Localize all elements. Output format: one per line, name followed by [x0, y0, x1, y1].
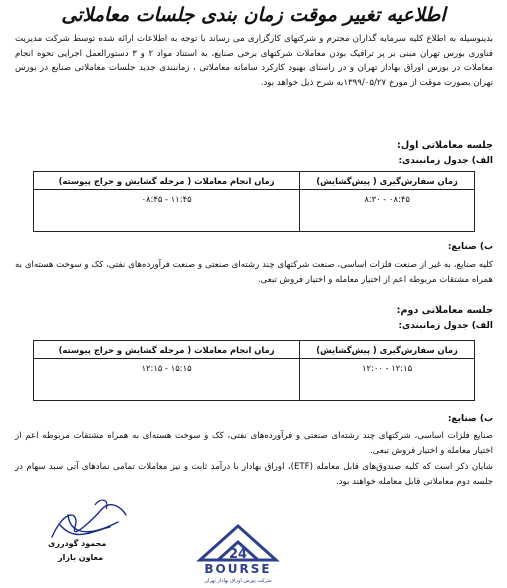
order-time-header: زمان سفارش‌گیری ( پیش‌گشایش) [300, 341, 475, 359]
trade-time-header: زمان انجام معاملات ( مرحله گشایش و حراج پیوسته) [34, 172, 300, 190]
signer-name: محمود گودرزی [48, 539, 107, 548]
session2-heading: جلسه معاملاتی دوم: [396, 305, 493, 316]
session1-schedule-table [33, 171, 475, 232]
tse-logo [188, 520, 288, 584]
session1-industries-text: کلیه صنایع، به غیر از صنعت فلزات اساسی، صنعت شرکتهای چند رشته‌ای صنعتی و صنعت فرآورده‌های نفتی، کک و سوخت هسته‌ای به همراه مشتقات مربوطه اعم از اختیار معامله و اختیار فروش تبعی. [15, 260, 493, 285]
session1-schedule-label: الف) جدول زمانبندی: [398, 156, 493, 166]
intro-paragraph: بدینوسیله به اطلاع کلیه سرمایه گذاران محترم و شرکتهای کارگزاری می رساند با توجه به اطلاعات ارائه شده توسط شرکت مدیریت فناوری بورس تهران مبنی بر پر ترافیک بودن معاملات شرکتهای برخی صنایع، به استناد مواد ۲ و ۳ دستورالعمل اجرایی نحوه انجام معاملات در بورس اوراق بهادار تهران و در راستای بهبود کارکرد سامانه معاملاتی ، زمانبندی جدید جلسات معاملاتی صنایع در بورس تهران بصورت موقت از مورخ ۱۳۹۹/۰۵/۲۷به شرح ذیل خواهد بود. [15, 34, 493, 88]
order-time-value: ۰۸:۴۵ - ۸:۳۰ [300, 190, 475, 232]
table-row [34, 190, 475, 232]
logo-wordmark: BOURSE [204, 562, 272, 576]
announcement-title: اطلاعیه تغییر موقت زمان بندی جلسات معاملاتی [61, 4, 446, 26]
svg-text:24: 24 [228, 547, 248, 562]
bourse-logo-icon [188, 520, 288, 584]
etf-note: شایان ذکر است که کلیه صندوق‌های قابل معامله (ETF)، اوراق بهادار با درآمد ثابت و نیز معاملات تمامی نمادهای آتی سبد سهام در جلسه دوم معاملاتی قابل معامله خواهند بود. [15, 462, 493, 487]
order-time-value: ۱۲:۱۵ - ۱۲:۰۰ [300, 359, 475, 401]
trade-time-value: ۱۵:۱۵ - ۱۲:۱۵ [34, 359, 300, 401]
session2-schedule-table [33, 340, 475, 401]
trade-time-header: زمان انجام معاملات ( مرحله گشایش و حراج پیوسته) [34, 341, 300, 359]
trade-time-value: ۱۱:۴۵ - ۰۸:۴۵ [34, 190, 300, 232]
table-header-row [34, 341, 475, 359]
signature-block [40, 497, 140, 582]
session2-industries-label: ب) صنایع: [447, 414, 493, 424]
table-row [34, 359, 475, 401]
order-time-header: زمان سفارش‌گیری ( پیش‌گشایش) [300, 172, 475, 190]
logo-caption: شرکت بورس اوراق بهادار تهران [204, 578, 272, 584]
session2-schedule-label: الف) جدول زمانبندی: [398, 321, 493, 331]
session2-industries-text: صنایع فلزات اساسی، شرکتهای چند رشته‌ای صنعتی و فرآورده‌های نفتی، کک و سوخت هسته‌ای به همراه مشتقات مربوطه اعم از اختیار معامله و اختیار فروش تبعی. [15, 431, 493, 456]
session1-industries-label: ب) صنایع: [447, 242, 493, 252]
signer-role: معاون بازار [58, 553, 104, 562]
session1-heading: جلسه معاملاتی اول: [397, 140, 493, 151]
table-header-row [34, 172, 475, 190]
